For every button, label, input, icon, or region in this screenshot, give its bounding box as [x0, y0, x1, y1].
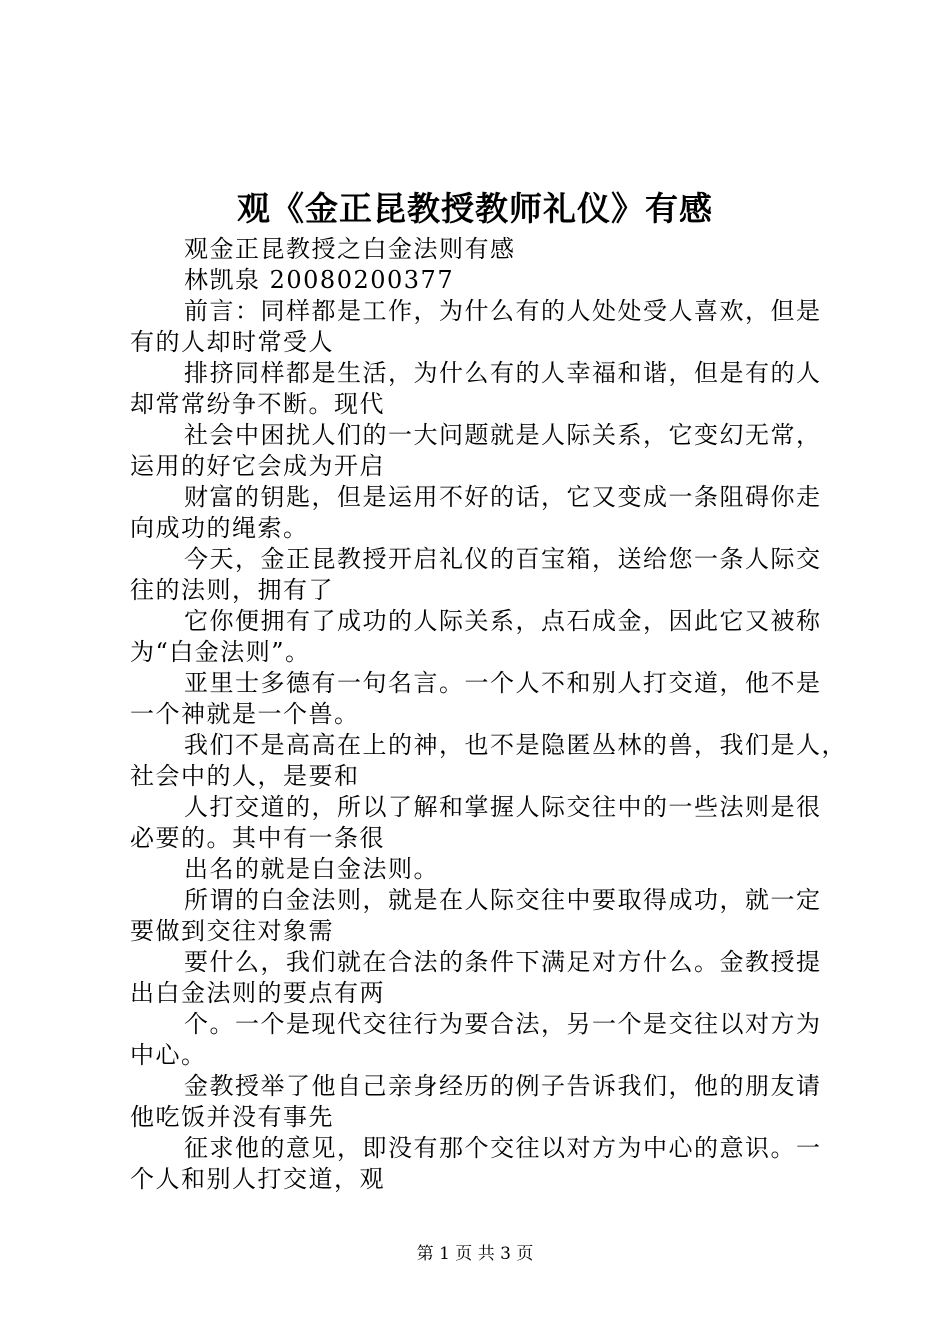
document-body — [130, 234, 847, 1195]
body-line: 金教授举了他自己亲身经历的例子告诉我们，他的朋友请 — [184, 1072, 822, 1100]
body-line: 我们不是高高在上的神，也不是隐匿丛林的兽，我们是人， — [184, 731, 847, 759]
body-line: 却常常纷争不断。现代 — [130, 390, 385, 418]
body-line: 今天，金正昆教授开启礼仪的百宝箱，送给您一条人际交 — [184, 545, 822, 573]
document-title: 观《金正昆教授教师礼仪》有感 — [237, 189, 713, 228]
body-line: 所谓的白金法则，就是在人际交往中要取得成功，就一定 — [184, 886, 822, 914]
body-line: 向成功的绳索。 — [130, 514, 309, 542]
body-line: 必要的。其中有一条很 — [130, 824, 385, 852]
body-line: 个人和别人打交道，观 — [130, 1165, 385, 1193]
body-line: 他吃饭并没有事先 — [130, 1103, 334, 1131]
body-line: 林凯泉 20080200377 — [184, 266, 455, 294]
body-line: 排挤同样都是生活，为什么有的人幸福和谐，但是有的人 — [184, 359, 822, 387]
body-line: 中心。 — [130, 1041, 207, 1069]
body-line: 财富的钥匙，但是运用不好的话，它又变成一条阻碍你走 — [184, 483, 822, 511]
body-line: 征求他的意见，即没有那个交往以对方为中心的意识。一 — [184, 1134, 822, 1162]
body-line: 人打交道的，所以了解和掌握人际交往中的一些法则是很 — [184, 793, 822, 821]
body-line: 社会中困扰人们的一大问题就是人际关系，它变幻无常， — [184, 421, 822, 449]
body-line: 运用的好它会成为开启 — [130, 452, 385, 480]
body-line: 个。一个是现代交往行为要合法，另一个是交往以对方为 — [184, 1010, 822, 1038]
body-line: 出名的就是白金法则。 — [184, 855, 439, 883]
body-line: 一个神就是一个兽。 — [130, 700, 360, 728]
page-footer: 第 1 页 共 3 页 — [416, 1244, 534, 1264]
body-line: 观金正昆教授之白金法则有感 — [184, 235, 516, 263]
body-line: 出白金法则的要点有两 — [130, 979, 385, 1007]
body-line: 社会中的人，是要和 — [130, 762, 360, 790]
body-line: 往的法则，拥有了 — [130, 576, 334, 604]
body-line: 要做到交往对象需 — [130, 917, 334, 945]
body-line: 它你便拥有了成功的人际关系，点石成金，因此它又被称 — [184, 607, 822, 635]
body-line: 要什么，我们就在合法的条件下满足对方什么。金教授提 — [184, 948, 822, 976]
body-line: 有的人却时常受人 — [130, 328, 334, 356]
body-line: 前言：同样都是工作，为什么有的人处处受人喜欢，但是 — [184, 297, 822, 325]
body-line: 亚里士多德有一句名言。一个人不和别人打交道，他不是 — [184, 669, 822, 697]
body-line: 为“白金法则”。 — [130, 638, 311, 666]
